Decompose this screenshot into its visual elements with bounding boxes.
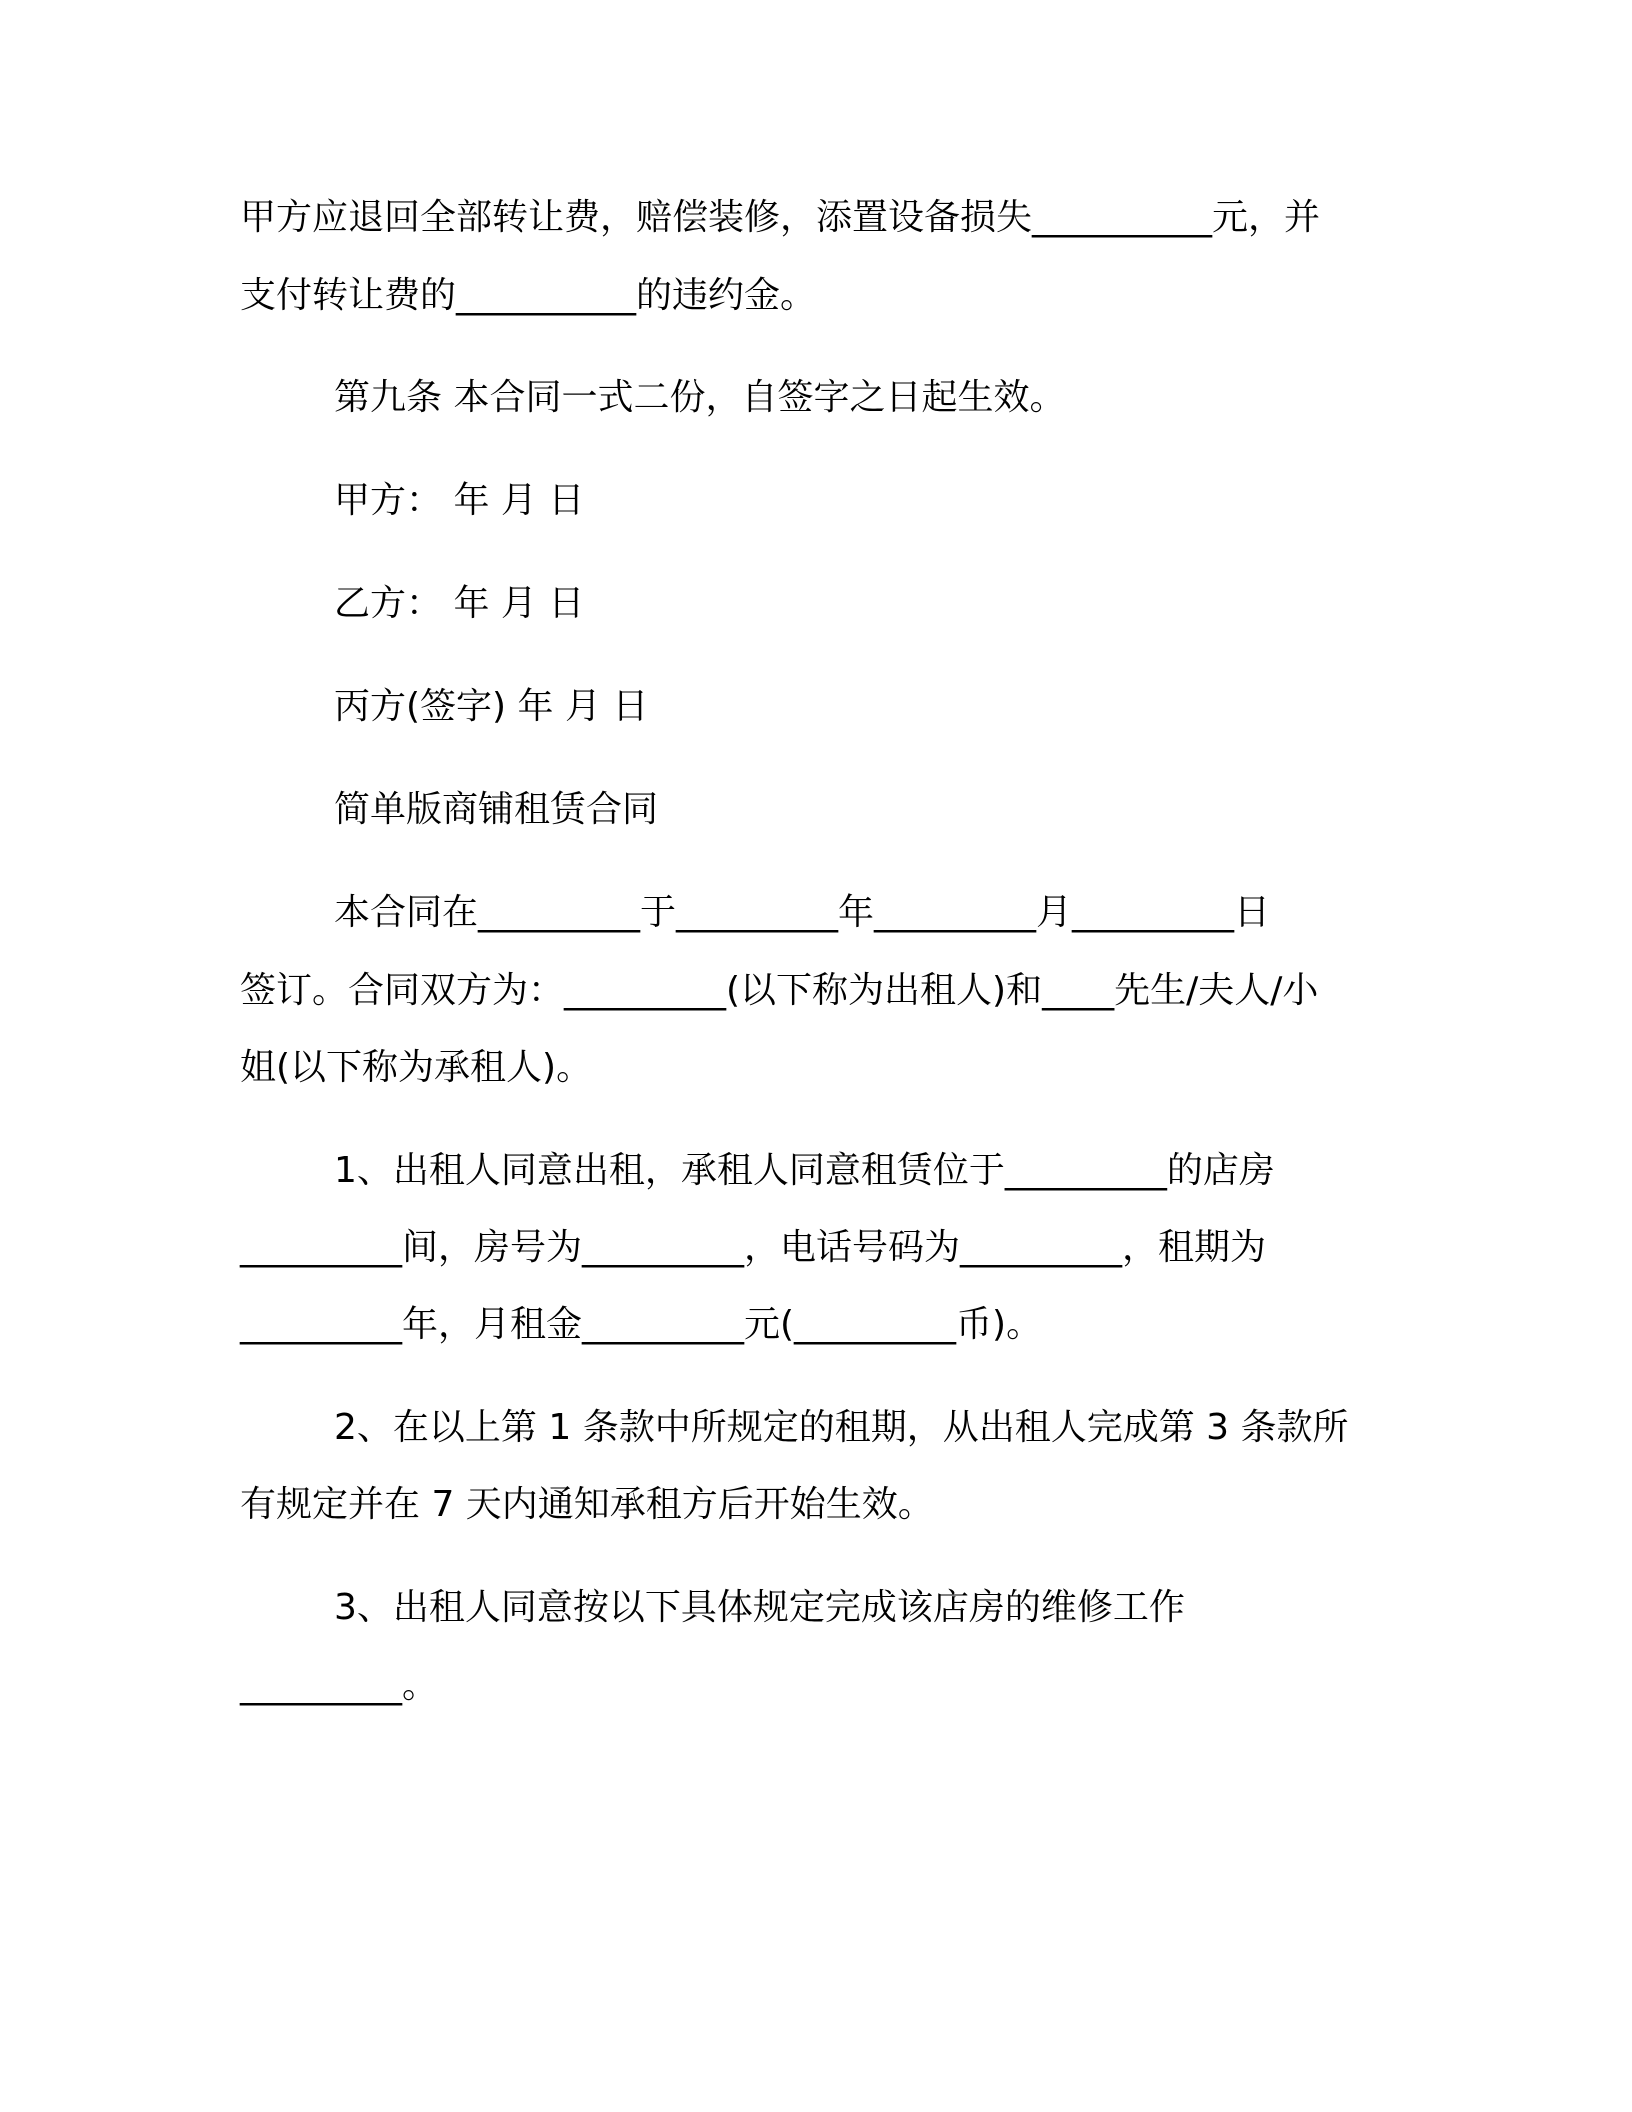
clause-one: 1、出租人同意出租，承租人同意租赁位于_________的店房 [334,1150,1275,1191]
text-line: 签订。合同双方为：_________(以下称为出租人)和____先生/夫人/小 [240,970,1319,1011]
text-line: 有规定并在 7 天内通知承租方后开始生效。 [240,1484,934,1525]
text-line: 甲方应退回全部转让费，赔偿装修，添置设备损失__________元，并 [240,197,1321,238]
text-line: _________间，房号为_________，电话号码为_________，租期为 [240,1227,1267,1268]
text-line: _________。 [240,1665,439,1706]
clause-two: 2、在以上第 1 条款中所规定的租期，从出租人完成第 3 条款所 [334,1407,1349,1448]
party-a-signature-line: 甲方： 年 月 日 [334,480,585,521]
text-line: 支付转让费的__________的违约金。 [240,275,817,316]
text-line: 姐(以下称为承租人)。 [240,1047,593,1088]
text-line: 本合同在_________于_________年_________月_________日 [334,892,1271,933]
party-b-signature-line: 乙方： 年 月 日 [334,583,585,624]
article-nine: 第九条 本合同一式二份，自签字之日起生效。 [334,377,1066,418]
text-line: _________年，月租金_________元(_________币)。 [240,1304,1043,1345]
party-c-signature-line: 丙方(签字) 年 月 日 [334,686,649,727]
contract-title: 简单版商铺租赁合同 [334,789,659,830]
clause-three: 3、出租人同意按以下具体规定完成该店房的维修工作 [334,1587,1185,1628]
